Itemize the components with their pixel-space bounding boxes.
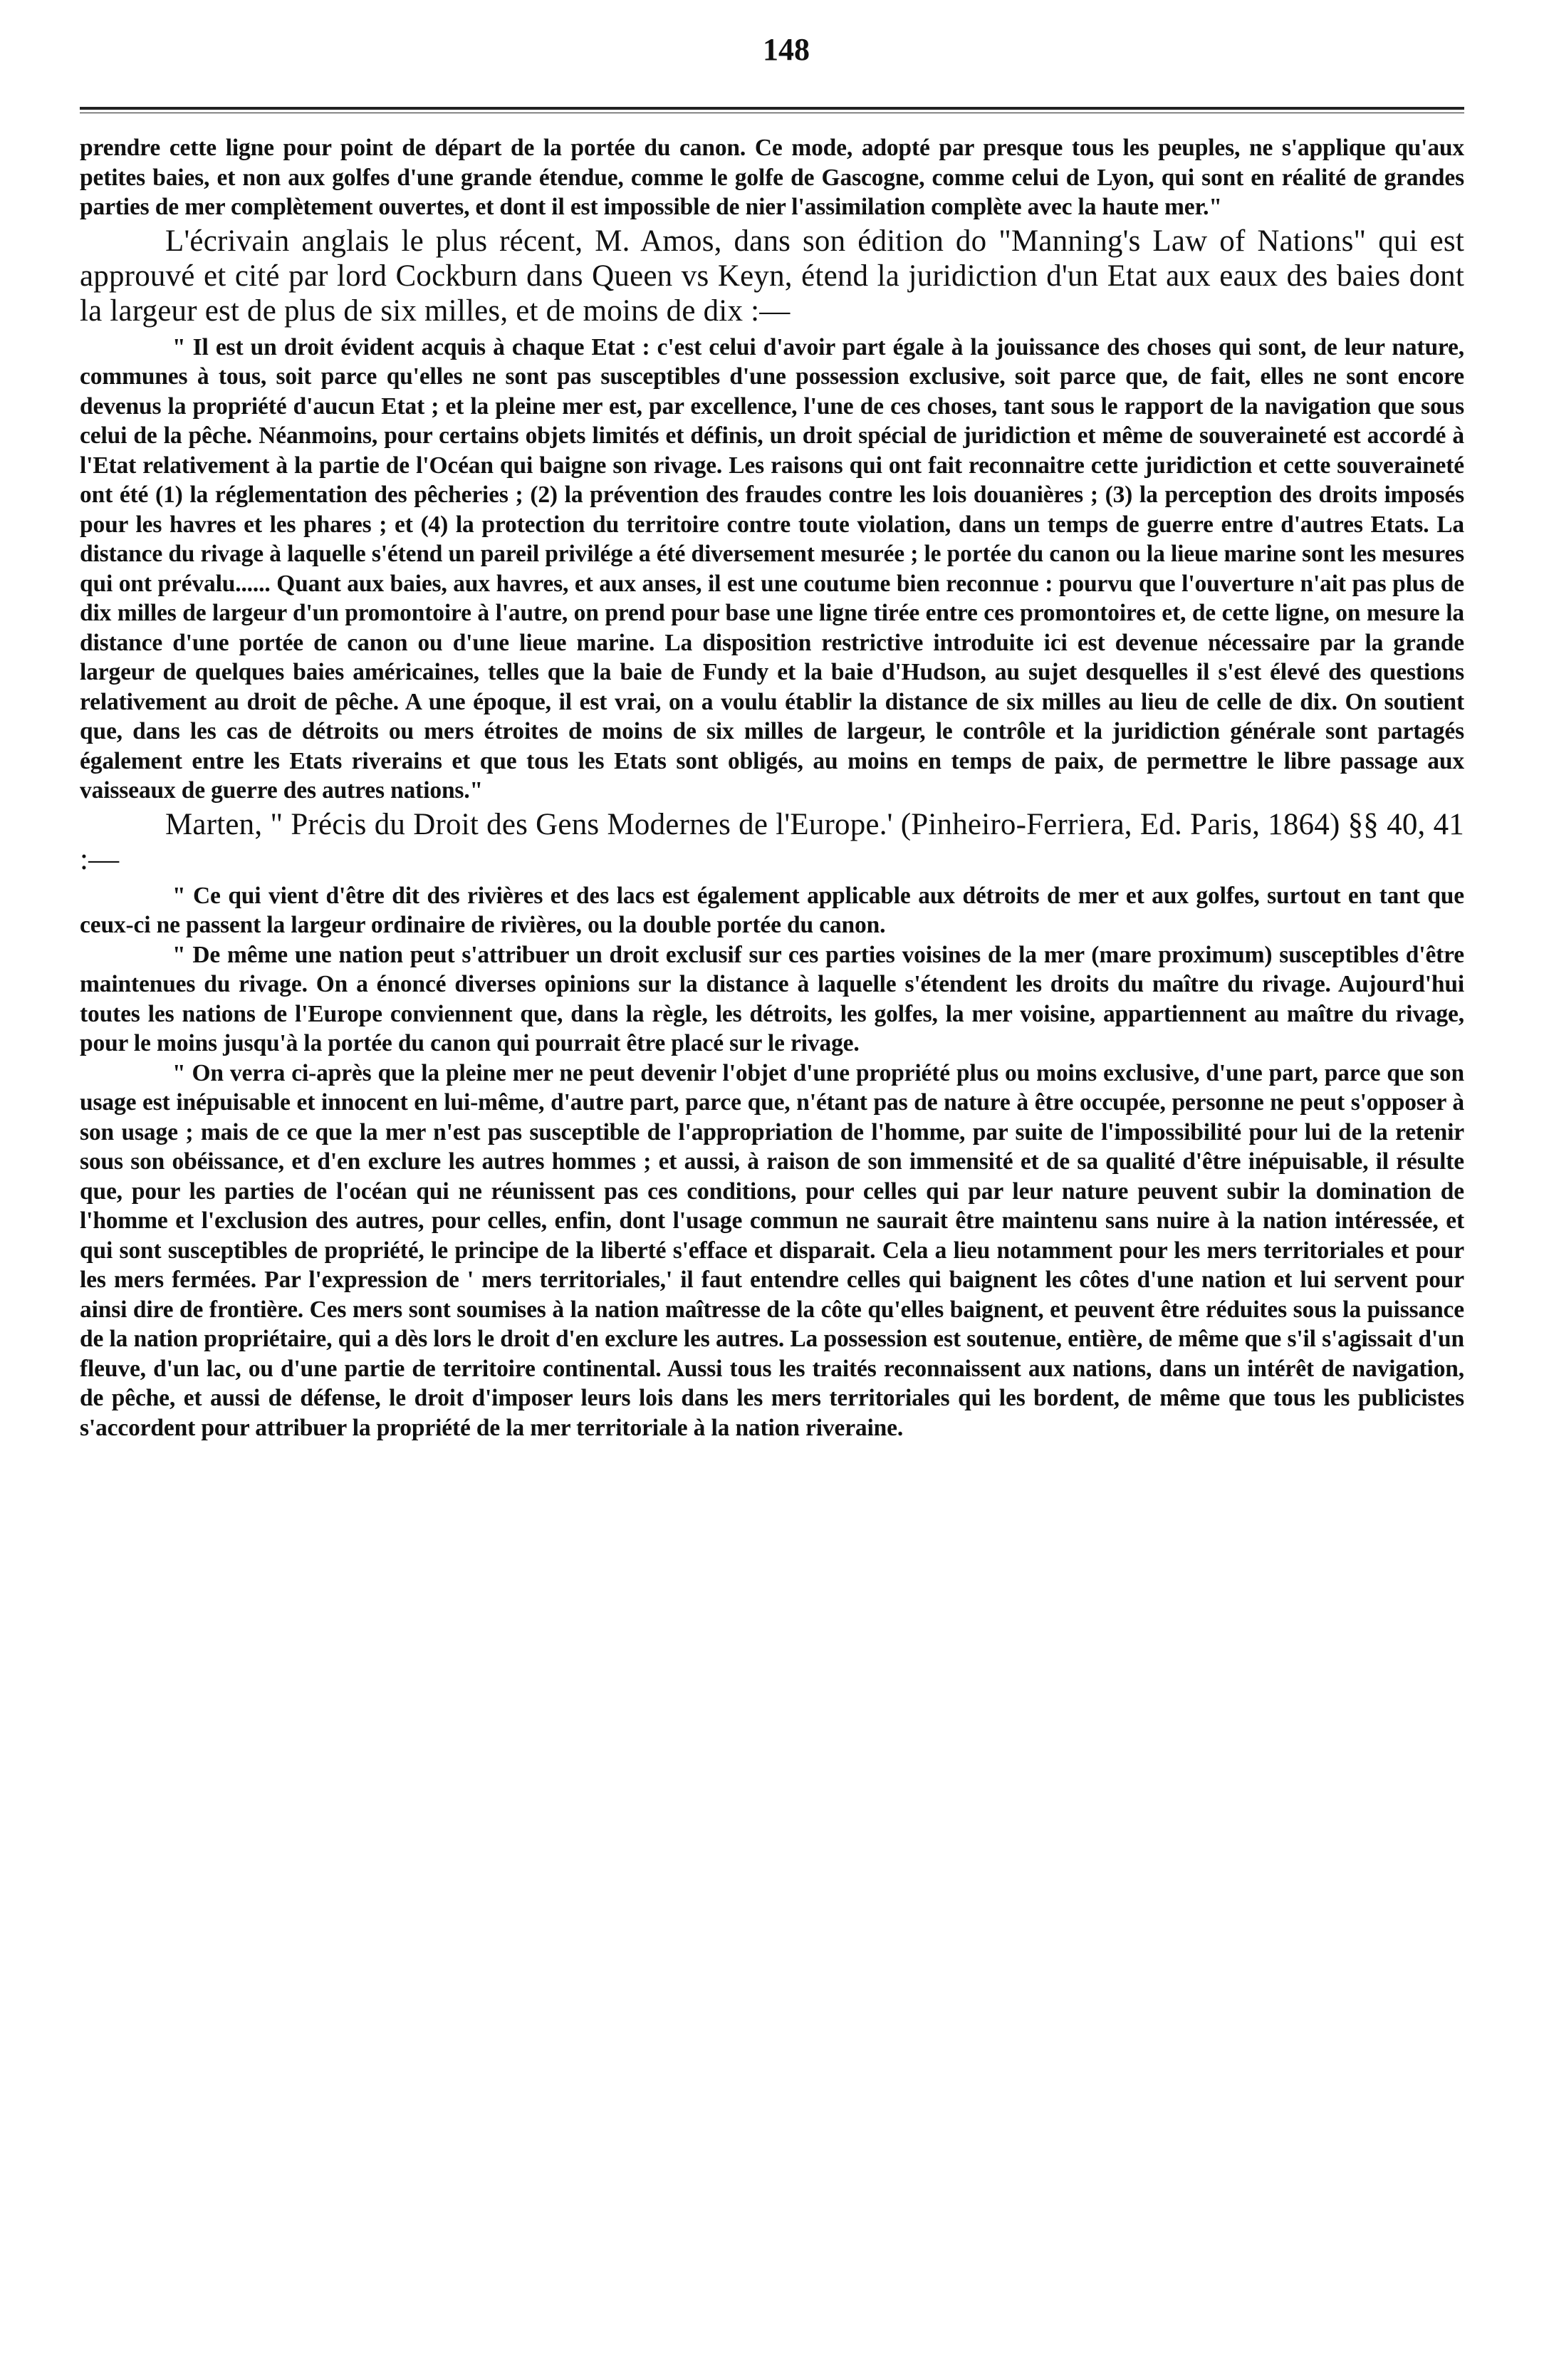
paragraph-quote-marten-3: " On verra ci-après que la pleine mer ne peut devenir l'objet d'une propriété plus ou moins exclusive, d'une part, parce que son usage est inépuisable et innocent en lui-même, d'autre part, parce que, n'étant pas de nature à être occupée, personne ne peut s'opposer à son usage ; mais de ce que la mer n'est pas susceptible de l'appropriation de l'homme, par suite de l'impossibilité pour lui de la retenir sous son obéissance, et d'en exclure les autres hommes ; et aussi, à raison de son immensité et de sa qualité d'être inépuisable, il résulte que, pour les parties de l'océan qui ne réunissent pas ces conditions, pour celles qui par leur nature peuvent subir la domination de l'homme et l'exclusion des autres, pour celles, enfin, dont l'usage commun ne saurait être maintenu sans nuire à la nation intéressée, et qui sont susceptibles de propriété, le principe de la liberté s'efface et disparait. Cela a lieu notamment pour les mers territoriales et pour les mers fermées. Par l'expression de ' mers territoriales,' il faut entendre celles qui baignent les côtes d'une nation et lui servent pour ainsi dire de frontière. Ces mers sont soumises à la nation maîtresse de la côte qu'elles baignent, et peuvent être réduites sous la puissance de la nation propriétaire, qui a dès lors le droit d'en exclure les autres. La possession est soutenue, entière, de même que s'il s'agissait d'un fleuve, d'un lac, ou d'une partie de territoire continental. Aussi tous les traités reconnaissent aux nations, dans un intérêt de navigation, de pêche, et aussi de défense, le droit d'imposer leurs lois dans les mers territoriales qui les bordent, de même que tous les publicistes s'accordent pour attribuer la propriété de la mer territoriale à la nation riveraine. xyxy=(80,1059,1464,1441)
paragraph-quote-marten-2: " De même une nation peut s'attribuer un droit exclusif sur ces parties voisines de la mer (mare proximum) susceptibles d'être maintenues du rivage. On a énoncé diverses opinions sur la distance à laquelle s'étendent les droits du maître du rivage. Aujourd'hui toutes les nations de l'Europe conviennent que, dans la règle, les détroits, les golfes, la mer voisine, appartiennent au maître du rivage, pour le moins jusqu'à la portée du canon qui pourrait être placé sur le rivage. xyxy=(80,941,1464,1056)
page-number: 148 xyxy=(763,32,810,67)
text-body xyxy=(80,133,1464,1443)
paragraph-quote-continuation: prendre cette ligne pour point de départ de la portée du canon. Ce mode, adopté par presque tous les peuples, ne s'applique qu'aux petites baies, et non aux golfes d'une grande étendue, comme le golfe de Gascogne, comme celui de Lyon, qui sont en réalité de grandes parties de mer complètement ouvertes, et dont il est impossible de nier l'assimilation complète avec la haute mer." xyxy=(80,135,1464,220)
page xyxy=(80,28,1464,2351)
paragraph-amos: L'écrivain anglais le plus récent, M. Amos, dans son édition do "Manning's Law of Nations" qui est approuvé et cité par lord Cockburn dans Queen vs Keyn, étend la juridiction d'un Etat aux eaux des baies dont la largeur est de plus de six milles, et de moins de dix :— xyxy=(80,224,1464,328)
paragraph-quote-marten-1: " Ce qui vient d'être dit des rivières et des lacs est également applicable aux détroits de mer et aux golfes, surtout en tant que ceux-ci ne passent la largeur ordinaire de rivières, ou la double portée du canon. xyxy=(80,882,1464,938)
paragraph-quote-manning: " Il est un droit évident acquis à chaque Etat : c'est celui d'avoir part égale à la jouissance des choses qui sont, de leur nature, communes à tous, soit parce qu'elles ne sont pas susceptibles d'une possession exclusive, soit parce que, de fait, elles ne sont encore devenus la propriété d'aucun Etat ; et la pleine mer est, par excellence, l'une de ces choses, tant sous le rapport de la navigation que sous celui de la pêche. Néanmoins, pour certains objets limités et définis, un droit spécial de juridiction et même de souveraineté est accordé à l'Etat relativement à la partie de l'Océan qui baigne son rivage. Les raisons qui ont fait reconnaitre cette juridiction et cette souveraineté ont été (1) la réglementation des pêcheries ; (2) la prévention des fraudes contre les lois douanières ; (3) la perception des droits imposés pour les havres et les phares ; et (4) la protection du territoire contre toute violation, dans un temps de guerre entre d'autres Etats. La distance du rivage à laquelle s'étend un pareil privilége a été diversement mesurée ; le portée du canon ou la lieue marine sont les mesures qui ont prévalu...... Quant aux baies, aux havres, et aux anses, il est une coutume bien reconnue : pourvu que l'ouverture n'ait pas plus de dix milles de largeur d'un promontoire à l'autre, on prend pour base une ligne tirée entre ces promontoires et, de cette ligne, on mesure la distance d'une portée de canon ou d'une lieue marine. La disposition restrictive introduite ici est devenue nécessaire par la grande largeur de quelques baies américaines, telles que la baie de Fundy et la baie d'Hudson, au sujet desquelles il s'est élevé des questions relativement au droit de pêche. A une époque, il est vrai, on a voulu établir la distance de six milles au lieu de celle de dix. On soutient que, dans les cas de détroits ou mers étroites de moins de six milles de largeur, le contrôle et la juridiction générale sont partagés également entre les Etats riverains et que tous les Etats sont obligés, au moins en temps de paix, de permettre le libre passage aux vaisseaux de guerre des autres nations." xyxy=(80,333,1464,804)
paragraph-marten: Marten, " Précis du Droit des Gens Modernes de l'Europe.' (Pinheiro-Ferriera, Ed. Paris, 1864) §§ 40, 41 :— xyxy=(80,807,1464,876)
header-rule xyxy=(80,107,1464,113)
